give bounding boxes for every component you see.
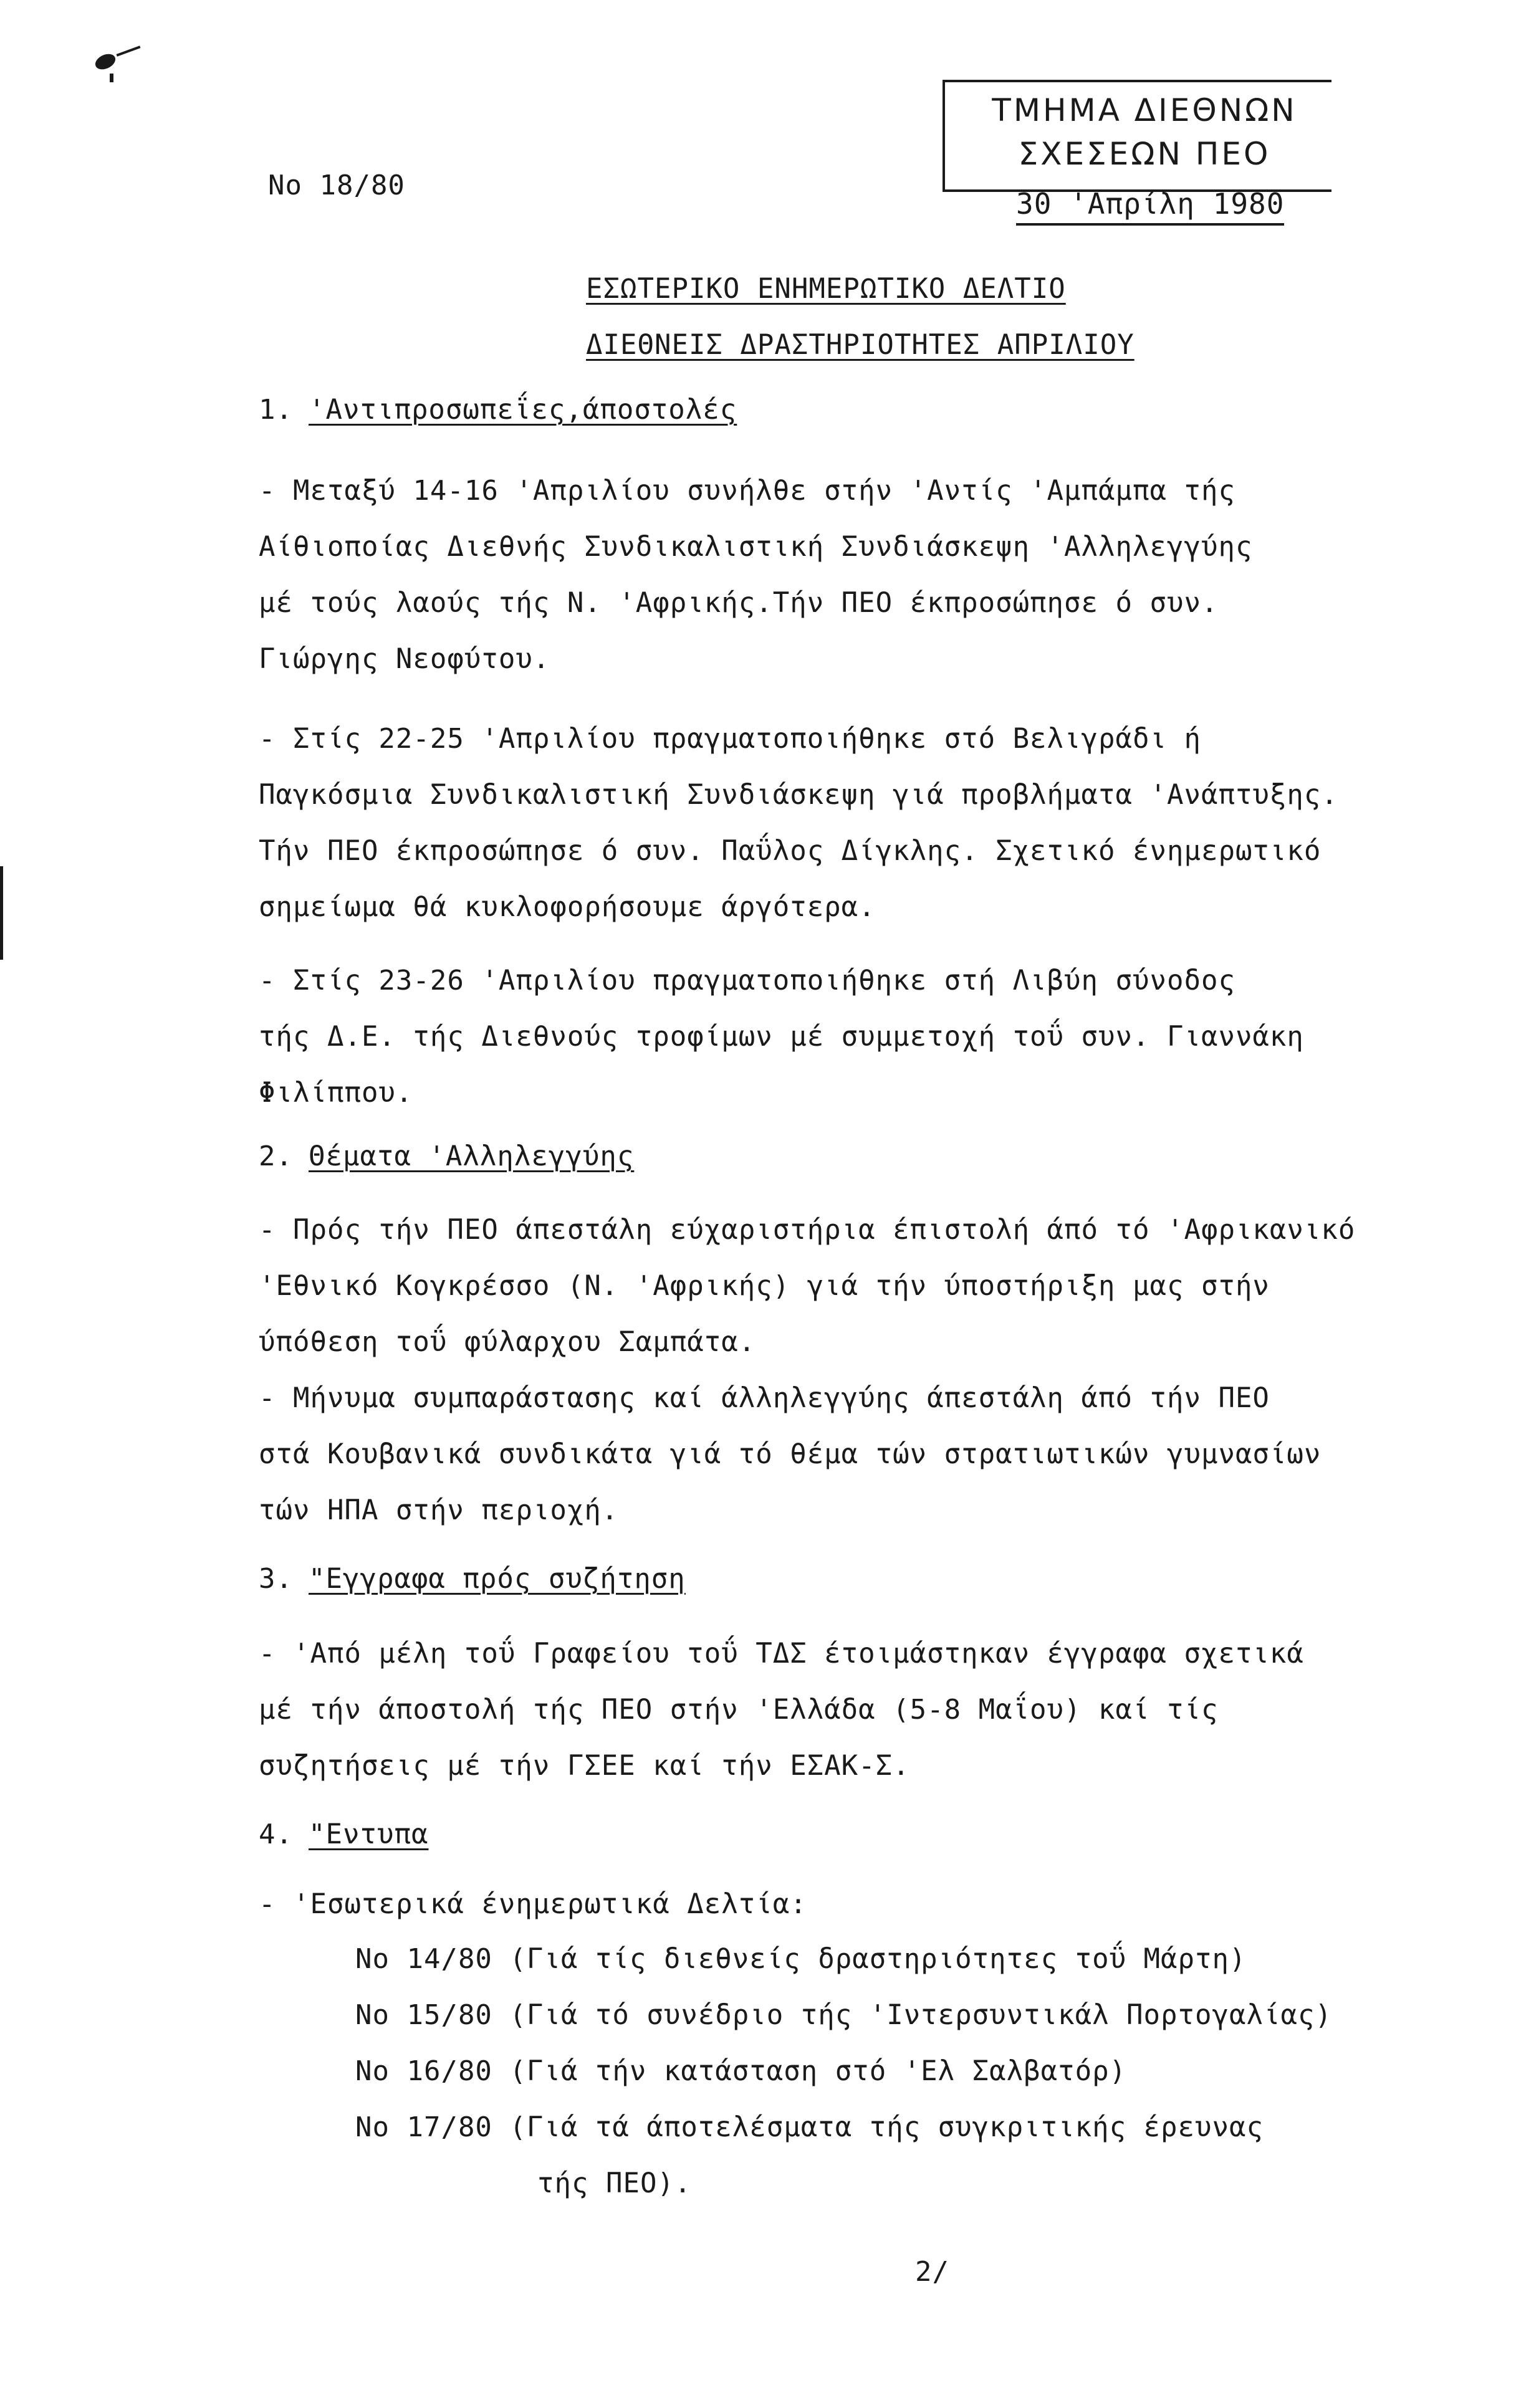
stamp-line-1: ΤΜΗΜΑ ΔΙΕΘΝΩΝ [992,92,1297,128]
section-4-heading: "Εντυπα [309,1818,429,1850]
section-1-heading: 'Αντιπροσωπεΐες,άποστολές [309,394,737,426]
paragraph-line: συζητήσεις μέ τήν ΓΣΕΕ καί τήν ΕΣΑΚ-Σ. [259,1750,910,1782]
paragraph-line: μέ τούς λαούς τής Ν. 'Αφρικής.Τήν ΠΕΟ έκπροσώπησε ό συν. [259,587,1219,619]
bulletin-list-item-continuation: τής ΠΕΟ). [537,2167,692,2199]
section-3-number: 3. [259,1563,293,1595]
stamp-line-2: ΣΧΕΣΕΩΝ ΠΕΟ [1018,136,1271,172]
paragraph-line: Γιώργης Νεοφύτου. [259,643,550,675]
document-subtitle: ΔΙΕΘΝΕΙΣ ΔΡΑΣΤΗΡΙΟΤΗΤΕΣ ΑΠΡΙΛΙΟΥ [586,329,1135,361]
paragraph-line: Παγκόσμια Συνδικαλιστική Συνδιάσκεψη γιά προβλήματα 'Ανάπτυξης. [259,779,1338,811]
paragraph-line: Αίθιοποίας Διεθνής Συνδικαλιστική Συνδιάσκεψη 'Αλληλεγγύης [259,531,1253,563]
paragraph-line: - Μεταξύ 14-16 'Απριλίου συνήλθε στήν 'Αντίς 'Αμπάμπα τής [259,475,1235,507]
bulletin-list-item: No 15/80 (Γιά τό συνέδριο τής 'Ιντερσυντικάλ Πορτογαλίας) [355,1999,1332,2031]
section-4-number: 4. [259,1818,293,1850]
bulletin-list-item: No 14/80 (Γιά τίς διεθνείς δραστηριότητες τοΰ Μάρτη) [355,1943,1247,1975]
scan-smudge-mark [110,74,113,82]
paragraph-line: - Στίς 22-25 'Απριλίου πραγματοποιήθηκε στό Βελιγράδι ή [259,723,1201,755]
scan-edge-mark [0,866,3,960]
bulletin-list-item: No 17/80 (Γιά τά άποτελέσματα τής συγκριτικής έρευνας [355,2111,1264,2143]
document-title: ΕΣΩΤΕΡΙΚΟ ΕΝΗΜΕΡΩΤΙΚΟ ΔΕΛΤΙΟ [586,273,1066,305]
paragraph-line: τής Δ.Ε. τής Διεθνούς τροφίμων μέ συμμετοχή τοΰ συν. Γιαννάκη [259,1021,1304,1053]
department-stamp [943,80,1331,192]
document-date: 30 'Απρίλη 1980 [1016,187,1284,226]
page-number: 2/ [915,2256,949,2288]
section-3-heading: "Εγγραφα πρός συζήτηση [309,1563,686,1595]
scan-smudge-mark [117,45,141,56]
paragraph-line: - Πρός τήν ΠΕΟ άπεστάλη εύχαριστήρια έπιστολή άπό τό 'Αφρικανικό [259,1214,1356,1246]
bulletin-list-item: No 16/80 (Γιά τήν κατάσταση στό 'Ελ Σαλβατόρ) [355,2055,1127,2087]
paragraph-line: - Στίς 23-26 'Απριλίου πραγματοποιήθηκε στή Λιβύη σύνοδος [259,965,1235,996]
document-number: No 18/80 [268,170,405,201]
section-2-heading: Θέματα 'Αλληλεγγύης [309,1140,635,1172]
section-1-number: 1. [259,394,293,426]
paragraph-line: - 'Από μέλη τοΰ Γραφείου τοΰ ΤΔΣ έτοιμάστηκαν έγγραφα σχετικά [259,1638,1304,1670]
paragraph-line: - Μήνυμα συμπαράστασης καί άλληλεγγύης άπεστάλη άπό τήν ΠΕΟ [259,1382,1270,1414]
bulletins-intro: - 'Εσωτερικά ένημερωτικά Δελτία: [259,1888,807,1920]
paragraph-line: τών ΗΠΑ στήν περιοχή. [259,1494,619,1526]
paragraph-line: μέ τήν άποστολή τής ΠΕΟ στήν 'Ελλάδα (5-8 Μαΐου) καί τίς [259,1694,1219,1726]
paragraph-line: Τήν ΠΕΟ έκπροσώπησε ό συν. Παΰλος Δίγκλης. Σχετικό ένημερωτικό [259,835,1322,867]
scan-smudge-mark [93,51,118,72]
paragraph-line: Φιλίππου. [259,1077,413,1109]
section-2-number: 2. [259,1140,293,1172]
paragraph-line: στά Κουβανικά συνδικάτα γιά τό θέμα τών στρατιωτικών γυμνασίων [259,1438,1322,1470]
paragraph-line: 'Εθνικό Κογκρέσσο (Ν. 'Αφρικής) γιά τήν ύποστήριξη μας στήν [259,1270,1270,1302]
paragraph-line: σημείωμα θά κυκλοφορήσουμε άργότερα. [259,891,876,923]
paragraph-line: ύπόθεση τοΰ φύλαρχου Σαμπάτα. [259,1326,756,1358]
